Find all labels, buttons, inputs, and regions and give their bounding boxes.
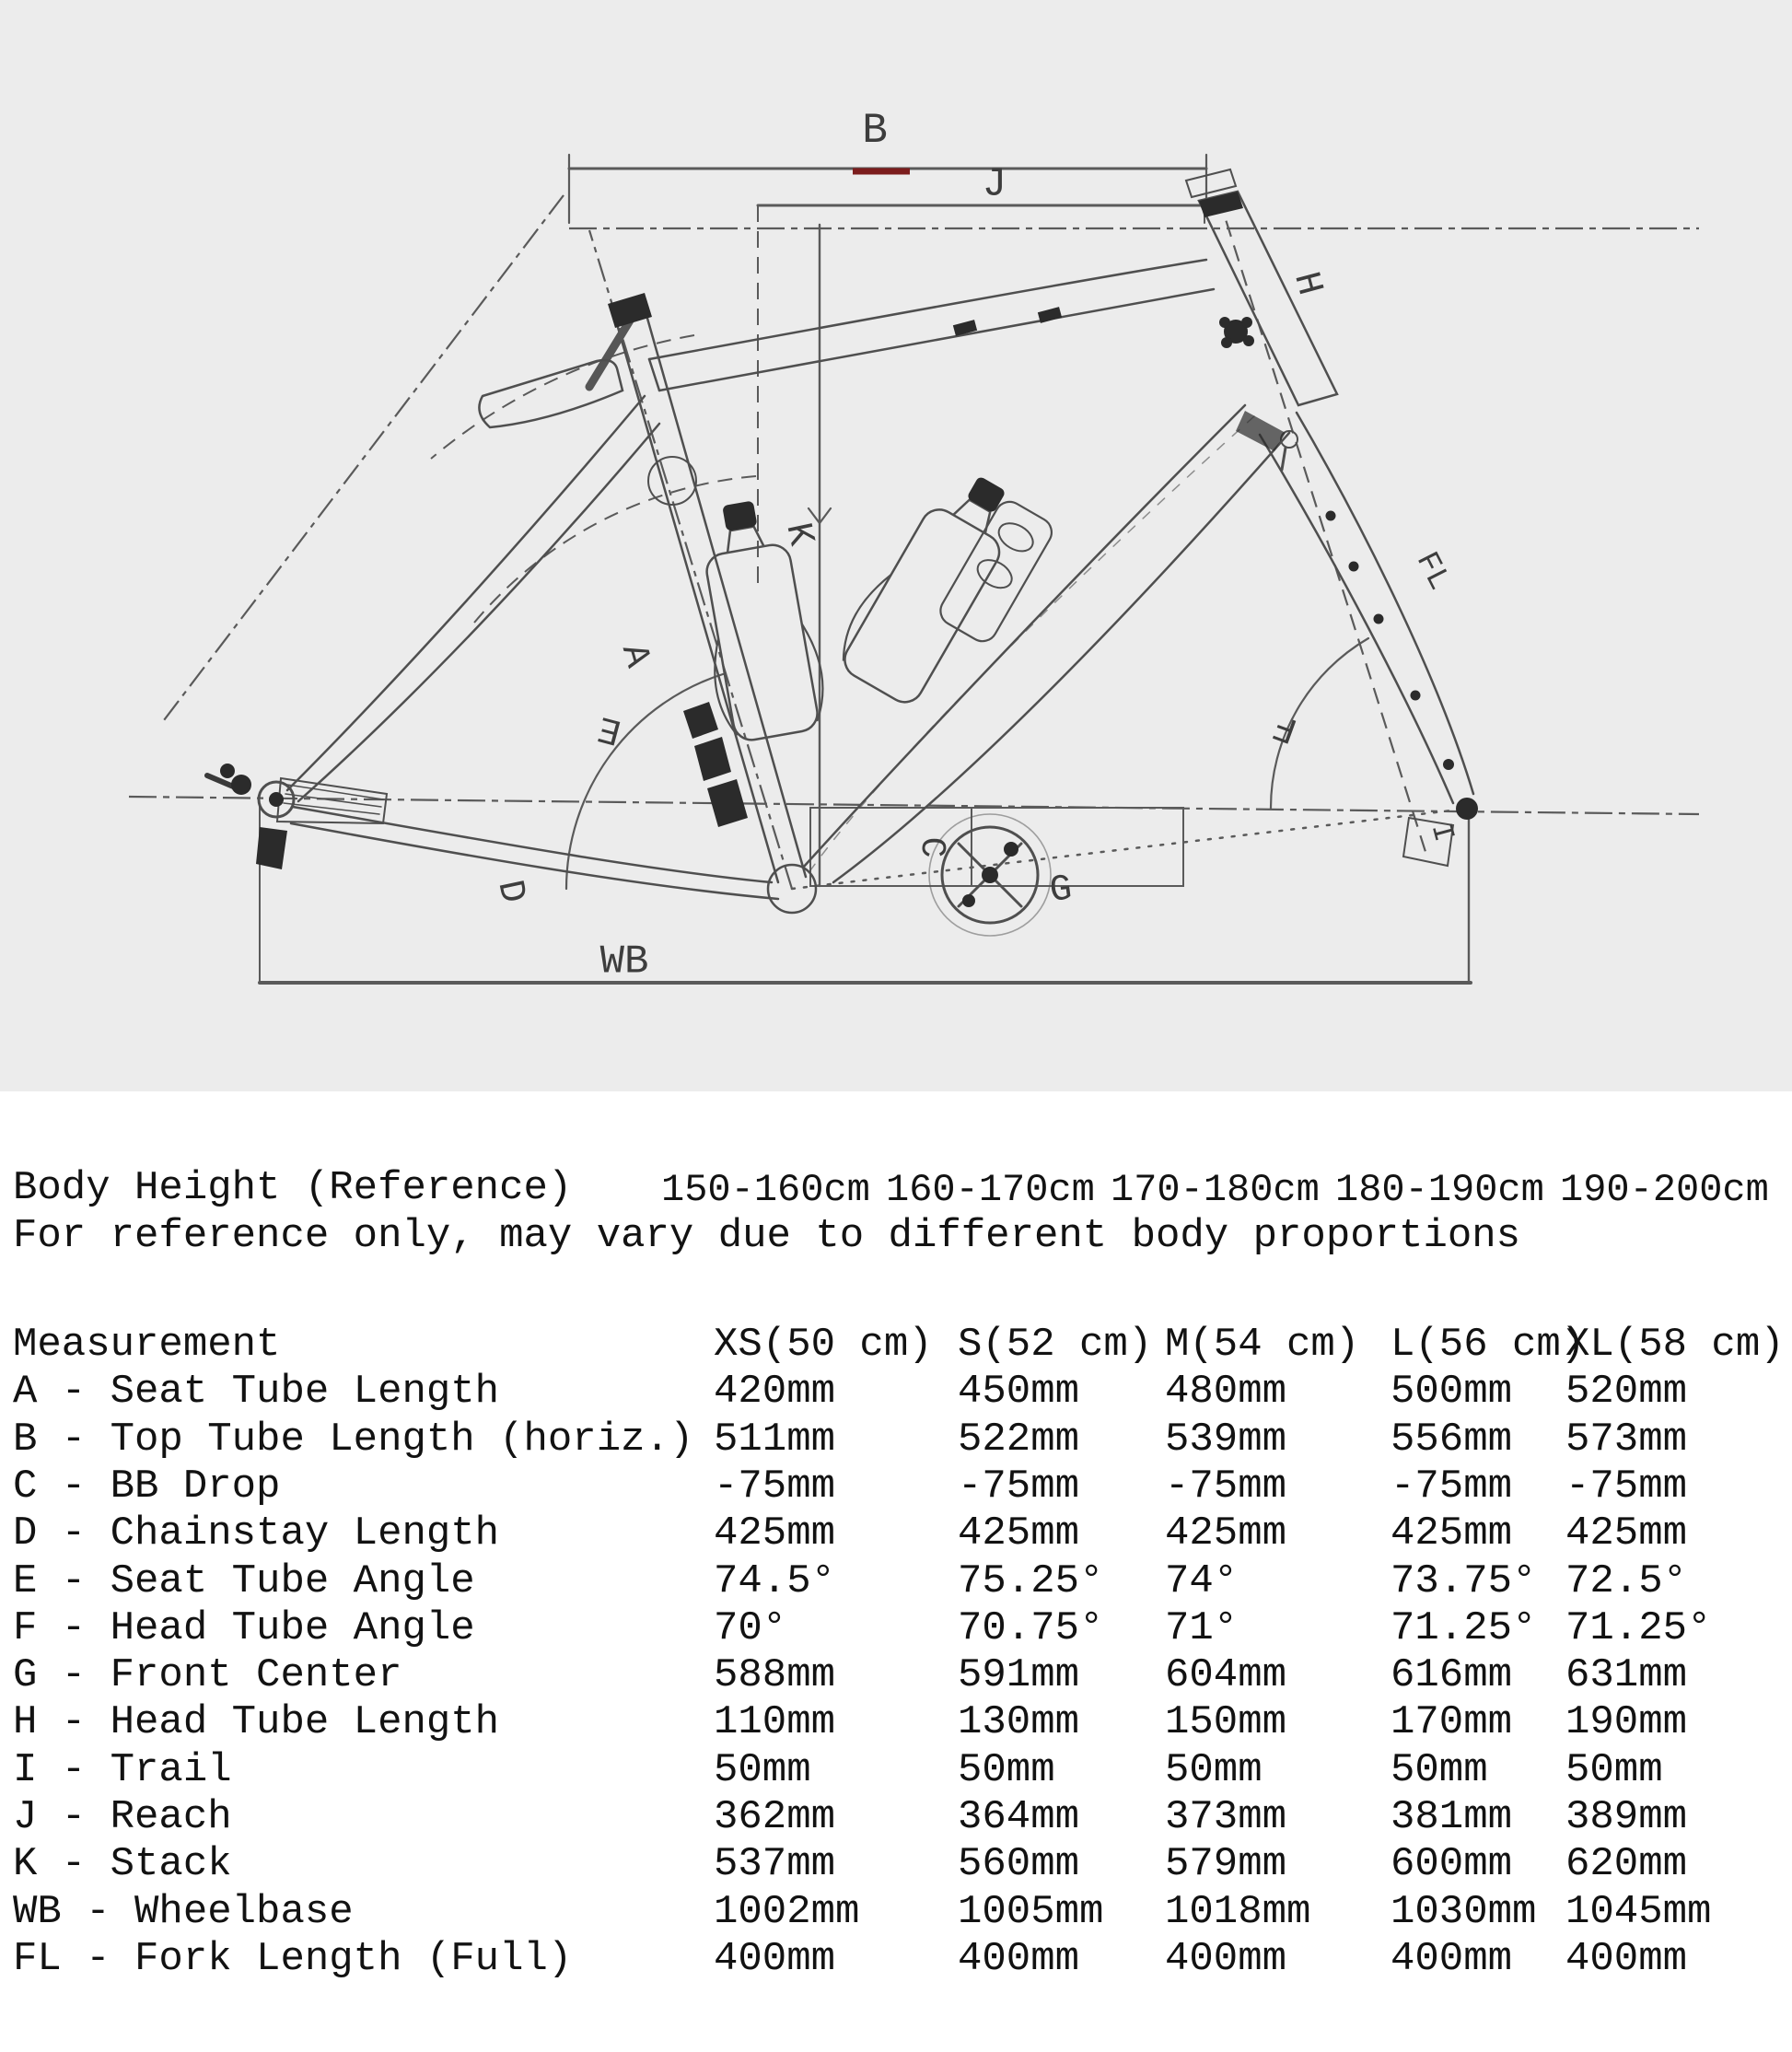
table-cell: 400mm (714, 1936, 836, 1982)
table-header-measurement: Measurement (13, 1322, 281, 1368)
table-cell: 420mm (714, 1369, 836, 1415)
diagram-label-J: J (982, 161, 1007, 208)
table-cell: 400mm (958, 1936, 1080, 1982)
table-cell: 537mm (714, 1841, 836, 1887)
table-cell: 600mm (1391, 1841, 1513, 1887)
diagram-label-C: C (911, 836, 951, 858)
table-cell: 425mm (958, 1510, 1080, 1556)
table-cell: 588mm (714, 1652, 836, 1698)
table-cell: 130mm (958, 1699, 1080, 1745)
table-cell: 110mm (714, 1699, 836, 1745)
table-cell: 71.25° (1391, 1605, 1537, 1651)
body-height-range: 150-160cm (661, 1168, 870, 1212)
table-row-label: I - Trail (13, 1747, 232, 1793)
table-row-label: G - Front Center (13, 1652, 402, 1698)
table-cell: 511mm (714, 1417, 836, 1463)
table-cell: 70.75° (958, 1605, 1104, 1651)
table-cell: 450mm (958, 1369, 1080, 1415)
table-cell: 71.25° (1565, 1605, 1712, 1651)
table-cell: 573mm (1565, 1417, 1688, 1463)
table-cell: 74.5° (714, 1558, 836, 1604)
table-row-label: A - Seat Tube Length (13, 1369, 500, 1415)
table-cell: 72.5° (1565, 1558, 1688, 1604)
table-row-label: B - Top Tube Length (horiz.) (13, 1417, 694, 1463)
table-cell: 500mm (1391, 1369, 1513, 1415)
table-row-label: H - Head Tube Length (13, 1699, 500, 1745)
diagram-label-G: G (1047, 869, 1075, 913)
diagram-label-E: E (593, 705, 626, 752)
table-cell: 579mm (1165, 1841, 1287, 1887)
table-cell: -75mm (1165, 1463, 1287, 1510)
table-cell: 425mm (1391, 1510, 1513, 1556)
table-cell: 539mm (1165, 1417, 1287, 1463)
table-cell: 150mm (1165, 1699, 1287, 1745)
diagram-label-F: F (1268, 703, 1304, 751)
body-height-note: For reference only, may vary due to different body proportions (13, 1213, 1521, 1259)
table-header-size: XS(50 cm) (714, 1322, 933, 1368)
table-cell: 1002mm (714, 1889, 860, 1935)
table-cell: 425mm (1565, 1510, 1688, 1556)
table-cell: 389mm (1565, 1794, 1688, 1840)
table-header-size: L(56 cm) (1391, 1322, 1586, 1368)
table-cell: 50mm (1165, 1747, 1263, 1793)
diagram-label-D: D (487, 876, 533, 907)
table-cell: 50mm (958, 1747, 1055, 1793)
diagram-label-H: H (1284, 267, 1330, 300)
table-cell: 520mm (1565, 1369, 1688, 1415)
table-cell: 560mm (958, 1841, 1080, 1887)
table-cell: 1030mm (1391, 1889, 1537, 1935)
table-cell: 400mm (1565, 1936, 1688, 1982)
table-cell: -75mm (1565, 1463, 1688, 1510)
table-row-label: WB - Wheelbase (13, 1889, 354, 1935)
table-cell: 425mm (1165, 1510, 1287, 1556)
table-cell: 170mm (1391, 1699, 1513, 1745)
table-cell: 425mm (714, 1510, 836, 1556)
table-cell: 1005mm (958, 1889, 1104, 1935)
table-cell: 604mm (1165, 1652, 1287, 1698)
table-row-label: C - BB Drop (13, 1463, 281, 1510)
table-cell: -75mm (958, 1463, 1080, 1510)
table-cell: 71° (1165, 1605, 1239, 1651)
table-cell: -75mm (714, 1463, 836, 1510)
table-header-size: S(52 cm) (958, 1322, 1153, 1368)
table-cell: 1018mm (1165, 1889, 1311, 1935)
table-cell: 1045mm (1565, 1889, 1712, 1935)
table-header-size: M(54 cm) (1165, 1322, 1360, 1368)
table-cell: 591mm (958, 1652, 1080, 1698)
table-cell: 620mm (1565, 1841, 1688, 1887)
diagram-label-WB: WB (599, 939, 649, 985)
table-cell: 631mm (1565, 1652, 1688, 1698)
table-cell: 400mm (1165, 1936, 1287, 1982)
body-height-range: 170-180cm (1111, 1168, 1320, 1212)
diagram-label-K: K (775, 519, 821, 550)
table-header-size: XL(58 cm) (1565, 1322, 1785, 1368)
diagram-label-B: B (862, 107, 888, 156)
table-row-label: D - Chainstay Length (13, 1510, 500, 1556)
table-cell: 400mm (1391, 1936, 1513, 1982)
table-cell: 616mm (1391, 1652, 1513, 1698)
table-cell: 556mm (1391, 1417, 1513, 1463)
body-height-range: 190-200cm (1560, 1168, 1769, 1212)
table-cell: 50mm (714, 1747, 811, 1793)
table-row-label: K - Stack (13, 1841, 232, 1887)
diagram-label-FL: FL (1407, 546, 1457, 597)
table-cell: 362mm (714, 1794, 836, 1840)
body-height-range: 160-170cm (886, 1168, 1095, 1212)
diagram-label-A: A (611, 639, 657, 673)
table-cell: 70° (714, 1605, 787, 1651)
table-cell: 522mm (958, 1417, 1080, 1463)
table-row-label: FL - Fork Length (Full) (13, 1936, 573, 1982)
table-cell: 50mm (1391, 1747, 1488, 1793)
table-cell: 50mm (1565, 1747, 1663, 1793)
table-cell: 73.75° (1391, 1558, 1537, 1604)
table-cell: 381mm (1391, 1794, 1513, 1840)
table-cell: -75mm (1391, 1463, 1513, 1510)
table-cell: 75.25° (958, 1558, 1104, 1604)
table-row-label: J - Reach (13, 1794, 232, 1840)
table-cell: 190mm (1565, 1699, 1688, 1745)
table-row-label: E - Seat Tube Angle (13, 1558, 475, 1604)
table-cell: 364mm (958, 1794, 1080, 1840)
body-height-label: Body Height (Reference) (13, 1165, 573, 1211)
table-cell: 74° (1165, 1558, 1239, 1604)
table-cell: 480mm (1165, 1369, 1287, 1415)
table-row-label: F - Head Tube Angle (13, 1605, 475, 1651)
body-height-range: 180-190cm (1335, 1168, 1544, 1212)
diagram-label-I: I (1423, 819, 1461, 846)
table-cell: 373mm (1165, 1794, 1287, 1840)
